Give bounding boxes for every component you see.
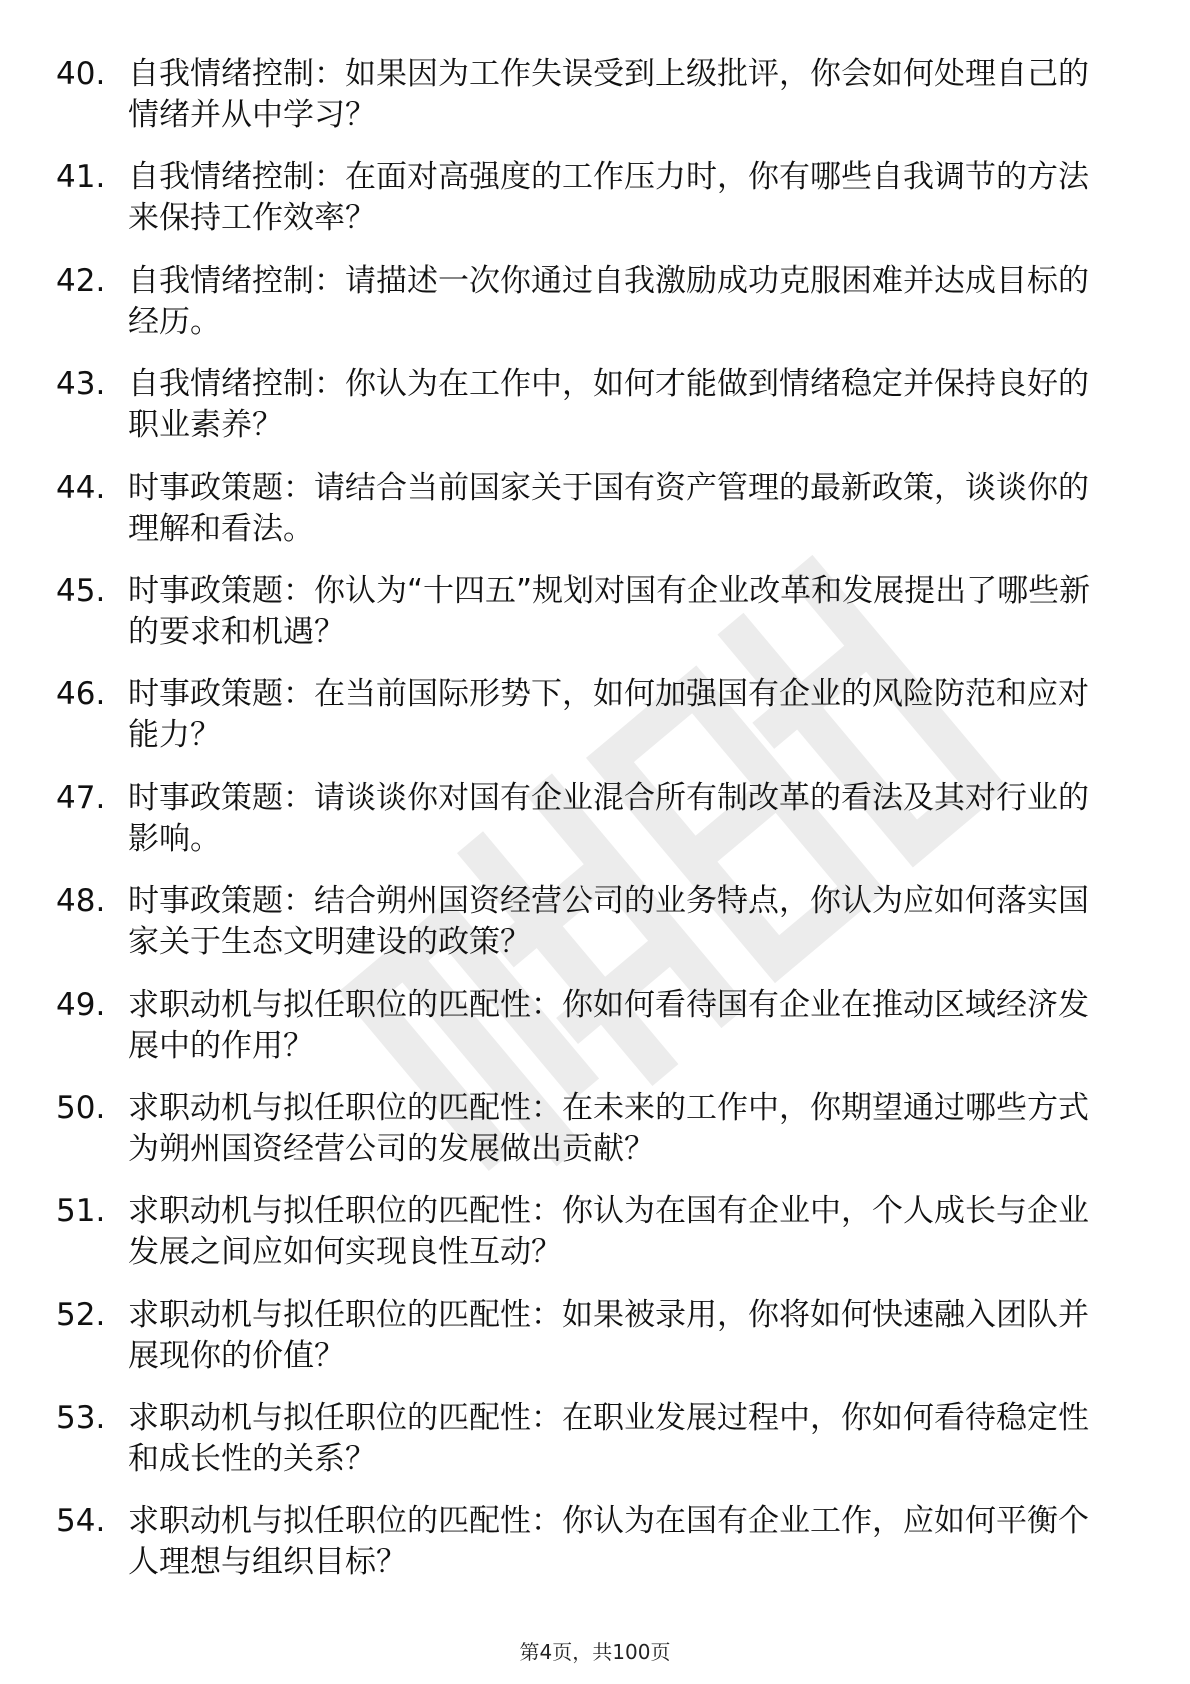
question-item: [56, 778, 1116, 859]
question-text: 时事政策题：结合朔州国资经营公司的业务特点，你认为应如何落实国家关于生态文明建设的政策？: [128, 883, 1089, 961]
question-number: 43.: [56, 366, 106, 403]
question-number: 51.: [56, 1193, 106, 1230]
question-item: [56, 1501, 1116, 1582]
question-text: 求职动机与拟任职位的匹配性：你认为在国有企业中，个人成长与企业发展之间应如何实现良性互动？: [128, 1193, 1089, 1271]
question-number: 49.: [56, 986, 106, 1023]
question-number: 46.: [56, 676, 106, 713]
question-number: 54.: [56, 1503, 106, 1540]
question-text: 求职动机与拟任职位的匹配性：如果被录用，你将如何快速融入团队并展现你的价值？: [128, 1296, 1089, 1374]
question-text: 自我情绪控制：你认为在工作中，如何才能做到情绪稳定并保持良好的职业素养？: [128, 366, 1089, 444]
question-number: 48.: [56, 883, 106, 920]
question-item: [56, 468, 1116, 549]
question-text: 时事政策题：请谈谈你对国有企业混合所有制改革的看法及其对行业的影响。: [128, 779, 1089, 857]
question-item: [56, 261, 1116, 342]
question-item: [56, 364, 1116, 445]
question-number: 47.: [56, 779, 106, 816]
question-text: 求职动机与拟任职位的匹配性：你如何看待国有企业在推动区域经济发展中的作用？: [128, 986, 1089, 1064]
question-number: 52.: [56, 1296, 106, 1333]
question-text: 求职动机与拟任职位的匹配性：在未来的工作中，你期望通过哪些方式为朔州国资经营公司的发展做出贡献？: [128, 1089, 1089, 1167]
question-text: 时事政策题：请结合当前国家关于国有资产管理的最新政策，谈谈你的理解和看法。: [128, 469, 1089, 547]
question-item: [56, 881, 1116, 962]
question-text: 时事政策题：你认为“十四五”规划对国有企业改革和发展提出了哪些新的要求和机遇？: [128, 572, 1091, 650]
question-item: [56, 674, 1116, 755]
question-item: [56, 1088, 1116, 1169]
question-item: [56, 157, 1116, 238]
question-number: 50.: [56, 1089, 106, 1126]
question-number: 41.: [56, 159, 106, 196]
question-item: [56, 1398, 1116, 1479]
question-number: 45.: [56, 572, 106, 609]
question-list: [56, 54, 1116, 1605]
question-item: [56, 985, 1116, 1066]
question-item: [56, 1295, 1116, 1376]
question-text: 求职动机与拟任职位的匹配性：在职业发展过程中，你如何看待稳定性和成长性的关系？: [128, 1400, 1089, 1478]
question-text: 时事政策题：在当前国际形势下，如何加强国有企业的风险防范和应对能力？: [128, 676, 1089, 754]
question-item: [56, 571, 1116, 652]
question-text: 求职动机与拟任职位的匹配性：你认为在国有企业工作，应如何平衡个人理想与组织目标？: [128, 1503, 1089, 1581]
question-number: 42.: [56, 262, 106, 299]
question-number: 40.: [56, 56, 106, 92]
question-text: 自我情绪控制：请描述一次你通过自我激励成功克服困难并达成目标的经历。: [128, 262, 1089, 340]
question-item: [56, 1191, 1116, 1272]
page-footer: 第4页，共100页: [519, 1640, 671, 1664]
question-text: 自我情绪控制：在面对高强度的工作压力时，你有哪些自我调节的方法来保持工作效率？: [128, 159, 1089, 237]
question-number: 44.: [56, 469, 106, 506]
question-number: 53.: [56, 1400, 106, 1437]
question-item: [56, 54, 1116, 135]
question-text: 自我情绪控制：如果因为工作失误受到上级批评，你会如何处理自己的情绪并从中学习？: [128, 56, 1089, 133]
